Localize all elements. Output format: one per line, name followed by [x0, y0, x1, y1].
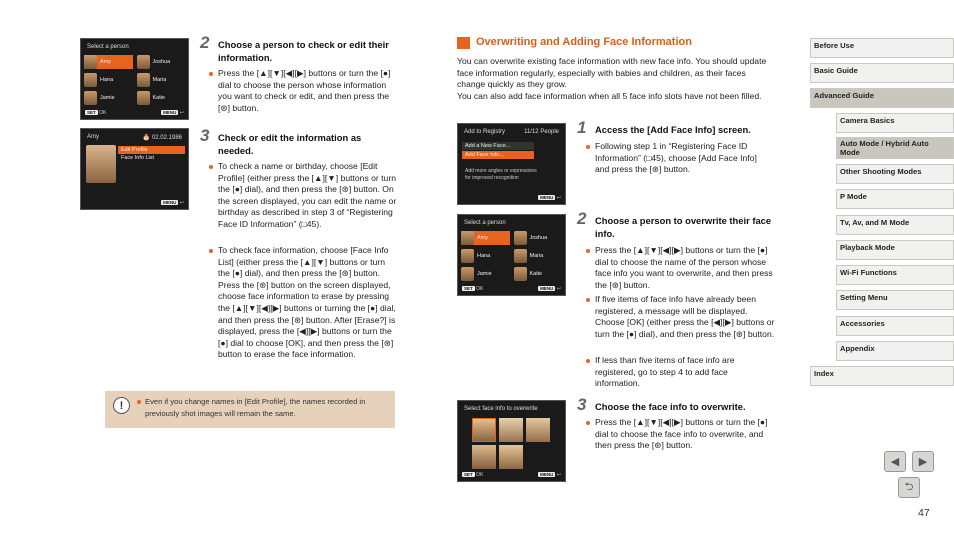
person-name: Hana [100, 77, 114, 83]
next-page-button[interactable] [912, 451, 934, 472]
menu-tag: MENU [540, 195, 554, 200]
page-number: 47 [918, 507, 930, 519]
person-cell [514, 231, 563, 245]
profile-menu [118, 146, 185, 162]
person-cell [461, 231, 510, 245]
caution-note [105, 391, 395, 428]
person-name: Katie [529, 271, 543, 277]
person-cell [84, 73, 133, 87]
ok-label: OK [476, 286, 484, 292]
screen-footer [85, 110, 184, 116]
face-thumbnail [84, 73, 97, 87]
person-name: Amy [100, 59, 111, 65]
back-icon: ↩ [556, 286, 561, 292]
step-bullet: If less than five items of face info are registered, go to step 4 to add face information. [595, 355, 775, 390]
face-thumbnail [137, 55, 150, 69]
back-icon: ↩ [556, 195, 561, 201]
step-bullet: Following step 1 in “Registering Face ID Information” (□45), choose [Add Face Info] and press the [⊛] button. [595, 141, 773, 176]
menu-add-face-info: Add Face Info... [462, 151, 534, 159]
person-cell [514, 249, 563, 263]
step-heading: Choose the face info to overwrite. [595, 401, 746, 412]
face-info-thumb [526, 418, 550, 442]
people-count: 11/12 People [524, 129, 559, 135]
face-info-thumb [472, 418, 496, 442]
screen-title: Select face info to overwrite [464, 406, 538, 412]
return-button[interactable] [898, 477, 920, 498]
menu-face-info-list: Face Info List [121, 155, 155, 161]
face-info-grid [472, 418, 550, 469]
prev-page-button[interactable] [884, 451, 906, 472]
screen-footer [85, 200, 184, 206]
hint-text [465, 168, 537, 182]
camera-screen-select-person [80, 38, 189, 120]
bullet-dot [137, 400, 141, 404]
caution-icon: ! [113, 397, 130, 414]
nav-auto-mode[interactable]: Auto Mode / Hybrid Auto Mode [836, 137, 954, 159]
menu-edit-profile: Edit Profile [118, 146, 185, 154]
person-cell [84, 91, 133, 105]
screen-title: Add to Registry [464, 129, 506, 135]
face-thumbnail [514, 267, 527, 281]
face-thumbnail [461, 249, 474, 263]
registry-menu [462, 142, 534, 159]
screen-title: Select a person [87, 44, 129, 50]
back-icon: ↩ [556, 472, 561, 478]
person-name: Katie [152, 95, 166, 101]
screen-footer [462, 195, 561, 201]
back-icon: ↩ [179, 110, 184, 116]
step-number: 3 [200, 126, 210, 145]
birthday: 02.02.1986 [151, 135, 182, 141]
face-thumbnail [137, 73, 150, 87]
step-number: 1 [577, 118, 587, 137]
step-heading: Access the [Add Face Info] screen. [595, 124, 751, 135]
nav-wifi-functions[interactable]: Wi-Fi Functions [836, 265, 954, 285]
nav-setting-menu[interactable]: Setting Menu [836, 290, 954, 310]
arrow-right-icon: ▶ [918, 456, 928, 468]
step-heading: Check or edit the information as needed. [218, 132, 362, 156]
step-number: 2 [577, 209, 587, 228]
face-thumbnail [514, 231, 527, 245]
step-bullet: Press the [▲][▼][◀][▶] buttons or turn the [●] dial to choose the face info to overwrite, and then press the [⊛] button. [595, 417, 775, 452]
nav-advanced-guide[interactable]: Advanced Guide [810, 88, 954, 108]
person-name: Jamie [477, 271, 492, 277]
face-info-thumb [499, 418, 523, 442]
person-cell [84, 55, 133, 69]
person-name: Maria [152, 77, 167, 83]
face-photo [86, 145, 116, 183]
screen-footer [462, 472, 561, 478]
face-thumbnail [514, 249, 527, 263]
set-tag: SET [464, 472, 473, 477]
section-title: Overwriting and Adding Face Information [476, 36, 692, 48]
menu-tag: MENU [163, 200, 177, 205]
hint-line: for improved recognition [465, 175, 519, 181]
step-bullet: To check face information, choose [Face Info List] (either press the [▲][▼] buttons or turn the [●] dial), and then press the [⊛] button. Press the [⊛] button on the screen displayed, choose face information to erase by pressing the [▲][▼][◀][▶] buttons or turning the [●] dial, and then press the [⊛] button. After [Erase?] is displayed, press the [◀][▶] buttons or turn the [●] dial to choose [OK], and then press the [⊛] button to erase the face information. [218, 245, 398, 361]
person-grid [461, 231, 562, 281]
menu-tag: MENU [540, 472, 554, 477]
menu-tag: MENU [163, 110, 177, 115]
nav-camera-basics[interactable]: Camera Basics [836, 113, 954, 133]
screen-title: Select a person [464, 220, 506, 226]
step-bullet: Press the [▲][▼][◀][▶] buttons or turn the [●] dial to choose the name of the person whose face info you want to overwrite, and then press the [⊛] button. [595, 245, 775, 291]
nav-playback-mode[interactable]: Playback Mode [836, 240, 954, 260]
profile-date: 🎂 02.02.1986 [142, 135, 182, 141]
person-cell [137, 91, 186, 105]
nav-p-mode[interactable]: P Mode [836, 189, 954, 209]
nav-before-use[interactable]: Before Use [810, 38, 954, 58]
section-icon [457, 37, 470, 49]
step-bullet: If five items of face info have already been registered, a message will be displayed. Choose [OK] (either press the [◀][▶] buttons or turn the [●] dial), and then press the [⊛] button. [595, 294, 775, 339]
person-cell [137, 55, 186, 69]
face-thumbnail [461, 267, 474, 281]
set-tag: SET [464, 286, 473, 291]
face-thumbnail [84, 55, 97, 69]
person-grid [84, 55, 185, 105]
person-cell [461, 267, 510, 281]
screen-footer [462, 286, 561, 292]
person-name: Maria [529, 253, 544, 259]
step-bullet: To check a name or birthday, choose [Edit Profile] (either press the [▲][▼] buttons or turn the [●] dial), and then press the [⊛] button. On the screen displayed, you can edit the name or birthday as described in step 3 of “Registering Face ID Information” (□45). [218, 161, 397, 229]
person-cell [514, 267, 563, 281]
nav-tv-av-m-mode[interactable]: Tv, Av, and M Mode [836, 215, 954, 235]
camera-screen-profile [80, 128, 189, 210]
step-number: 3 [577, 395, 587, 414]
face-info-thumb [472, 445, 496, 469]
nav-basic-guide[interactable]: Basic Guide [810, 63, 954, 83]
ok-label: OK [476, 472, 484, 478]
menu-tag: MENU [540, 286, 554, 291]
intro-paragraph: You can also add face information when all 5 face info slots have not been filled. [457, 91, 762, 101]
face-thumbnail [137, 91, 150, 105]
person-name: Joshua [529, 235, 548, 241]
face-thumbnail [461, 231, 474, 245]
person-name: Amy [477, 235, 488, 241]
person-name: Joshua [152, 59, 171, 65]
face-thumbnail [84, 91, 97, 105]
step-number: 2 [200, 33, 210, 52]
camera-screen-add-to-registry [457, 123, 566, 205]
intro-paragraph: You can overwrite existing face information with new face info. You should update face information regularly, especially with babies and children, as their faces change quickly as they grow. [457, 56, 767, 90]
person-name: Jamie [100, 95, 115, 101]
return-icon: ⮌ [904, 481, 914, 493]
camera-screen-select-person-2 [457, 214, 566, 296]
face-info-thumb [499, 445, 523, 469]
arrow-left-icon: ◀ [890, 456, 900, 468]
camera-screen-select-face-info [457, 400, 566, 482]
step-bullet: Press the [▲][▼][◀][▶] buttons or turn the [●] dial to choose the person whose information you want to check or edit, and then press the [⊛] button. [218, 68, 398, 114]
hint-line: Add more angles or expressions [465, 168, 537, 174]
caution-text: Even if you change names in [Edit Profile], the names recorded in previously shot images will remain the same. [145, 397, 366, 418]
ok-label: OK [99, 110, 107, 116]
profile-name: Amy [87, 134, 99, 140]
back-icon: ↩ [179, 200, 184, 206]
person-cell [461, 249, 510, 263]
menu-add-new-face: Add a New Face... [462, 142, 534, 150]
step-heading: Choose a person to overwrite their face info. [595, 215, 772, 239]
step-heading: Choose a person to check or edit their information. [218, 39, 389, 63]
nav-accessories[interactable]: Accessories [836, 316, 954, 336]
nav-appendix[interactable]: Appendix [836, 341, 954, 361]
nav-index[interactable]: Index [810, 366, 954, 386]
set-tag: SET [87, 110, 96, 115]
person-cell [137, 73, 186, 87]
nav-other-shooting-modes[interactable]: Other Shooting Modes [836, 164, 954, 184]
person-name: Hana [477, 253, 491, 259]
